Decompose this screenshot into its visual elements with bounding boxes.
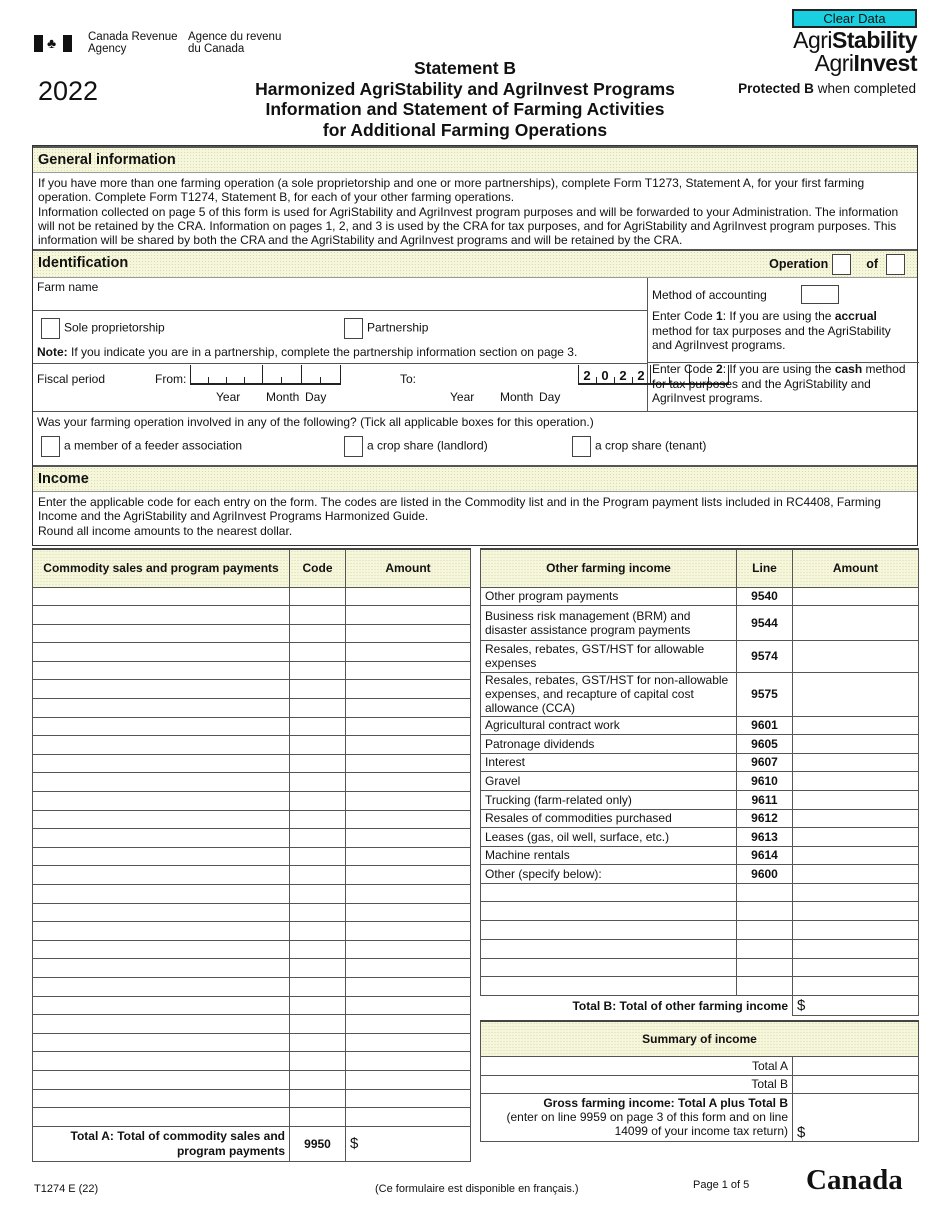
code-1-text: Enter Code 1: If you are using the accrual method for tax purposes and the AgriStability and AgriInvest programs.	[652, 309, 891, 352]
summary-total-a-label: Total A	[481, 1056, 793, 1075]
other-income-label: Other program payments	[481, 587, 737, 605]
code-field[interactable]	[290, 885, 346, 904]
form-year: 2022	[38, 76, 99, 106]
specify-field[interactable]	[481, 977, 737, 996]
code-field[interactable]	[290, 606, 346, 625]
line-field[interactable]	[737, 958, 793, 977]
code-field[interactable]	[290, 699, 346, 718]
other-income-label: Agricultural contract work	[481, 716, 737, 734]
line-field[interactable]	[737, 977, 793, 996]
other-farming-income-table	[480, 548, 919, 1016]
other-income-label: Gravel	[481, 771, 737, 790]
code-field[interactable]	[290, 680, 346, 699]
other-income-row	[481, 605, 919, 640]
commodity-field[interactable]	[33, 959, 290, 978]
amount-field[interactable]	[346, 996, 471, 1015]
line-number: 9575	[737, 672, 793, 716]
line-field[interactable]	[737, 921, 793, 940]
agristability-logo: AgriStability AgriInvest	[793, 27, 917, 76]
line-number: 9540	[737, 587, 793, 605]
commodity-field[interactable]	[33, 847, 290, 866]
other-income-label: Resales, rebates, GST/HST for non-allowable expenses, and recapture of capital cost allowance (CCA)	[481, 672, 737, 716]
amount-field[interactable]	[793, 672, 919, 716]
code-field[interactable]	[290, 1089, 346, 1108]
amount-field[interactable]	[346, 587, 471, 606]
protected-b-label: Protected B when completed	[738, 81, 916, 96]
other-income-row	[481, 753, 919, 771]
commodity-row	[33, 996, 471, 1015]
total-a-amount-field[interactable]: $	[346, 1126, 471, 1161]
amount-field[interactable]	[793, 734, 919, 753]
commodity-row	[33, 1015, 471, 1034]
summary-total-a-field[interactable]	[793, 1056, 919, 1075]
specify-field[interactable]	[481, 921, 737, 940]
amount-field[interactable]	[346, 977, 471, 996]
commodity-field[interactable]	[33, 699, 290, 718]
crop-share-tenant-checkbox[interactable]: a crop share (tenant)	[572, 436, 706, 457]
amount-field[interactable]	[346, 1052, 471, 1071]
line-number: 9605	[737, 734, 793, 753]
commodity-field[interactable]	[33, 1052, 290, 1071]
code-field[interactable]	[290, 773, 346, 792]
commodity-row	[33, 866, 471, 885]
commodity-field[interactable]	[33, 1070, 290, 1089]
agency-name-fr: Agence du revenu du Canada	[188, 31, 282, 55]
summary-of-income-table	[480, 1020, 919, 1142]
commodity-row	[33, 754, 471, 773]
amount-field[interactable]	[346, 866, 471, 885]
code-field[interactable]	[290, 847, 346, 866]
summary-heading: Summary of income	[481, 1021, 919, 1056]
line-field[interactable]	[737, 902, 793, 921]
other-income-label: Resales of commodities purchased	[481, 809, 737, 827]
operation-total-field[interactable]	[886, 254, 905, 275]
commodity-row	[33, 922, 471, 941]
code-field[interactable]	[290, 1033, 346, 1052]
commodity-field[interactable]	[33, 903, 290, 922]
amount-field[interactable]	[346, 773, 471, 792]
amount-field[interactable]	[346, 829, 471, 848]
gross-farming-income-field[interactable]: $	[793, 1093, 919, 1141]
amount-field[interactable]	[793, 939, 919, 958]
commodity-field[interactable]	[33, 977, 290, 996]
code-field[interactable]	[290, 661, 346, 680]
commodity-field[interactable]	[33, 587, 290, 606]
amount-field[interactable]	[793, 846, 919, 864]
commodity-field[interactable]	[33, 829, 290, 848]
code-field[interactable]	[290, 1108, 346, 1127]
amount-field[interactable]	[346, 680, 471, 699]
line-number: 9574	[737, 640, 793, 672]
other-income-row	[481, 734, 919, 753]
commodity-field[interactable]	[33, 996, 290, 1015]
other-income-row	[481, 846, 919, 864]
amount-field[interactable]	[346, 792, 471, 811]
commodity-field[interactable]	[33, 1089, 290, 1108]
code-field[interactable]	[290, 717, 346, 736]
other-income-label: Resales, rebates, GST/HST for allowable expenses	[481, 640, 737, 672]
amount-field[interactable]	[346, 1033, 471, 1052]
other-income-row	[481, 716, 919, 734]
code-field[interactable]	[290, 736, 346, 755]
french-availability: (Ce formulaire est disponible en français.)	[375, 1183, 579, 1195]
other-income-row	[481, 827, 919, 846]
partnership-checkbox[interactable]: Partnership	[344, 318, 428, 339]
other-income-label: Machine rentals	[481, 846, 737, 864]
amount-field[interactable]	[346, 736, 471, 755]
amount-field[interactable]	[793, 958, 919, 977]
code-field[interactable]	[290, 643, 346, 662]
col-code: Code	[290, 549, 346, 587]
other-income-row	[481, 771, 919, 790]
commodity-field[interactable]	[33, 661, 290, 680]
canada-wordmark: Canada	[806, 1164, 903, 1196]
commodity-field[interactable]	[33, 922, 290, 941]
col-other-income: Other farming income	[481, 549, 737, 587]
other-income-row	[481, 790, 919, 809]
amount-field[interactable]	[346, 1089, 471, 1108]
commodity-row	[33, 643, 471, 662]
amount-field[interactable]	[793, 809, 919, 827]
commodity-row	[33, 1033, 471, 1052]
commodity-row	[33, 1052, 471, 1071]
operation-number-field[interactable]	[832, 254, 851, 275]
amount-field[interactable]	[346, 661, 471, 680]
line-field[interactable]	[737, 883, 793, 902]
col-commodity: Commodity sales and program payments	[33, 549, 290, 587]
code-field[interactable]	[290, 996, 346, 1015]
amount-field[interactable]	[346, 959, 471, 978]
fiscal-from-date-field[interactable]	[190, 367, 341, 385]
commodity-row	[33, 847, 471, 866]
commodity-field[interactable]	[33, 940, 290, 959]
line-number: 9611	[737, 790, 793, 809]
amount-field[interactable]	[346, 885, 471, 904]
amount-field[interactable]	[793, 790, 919, 809]
other-income-row	[481, 672, 919, 716]
other-income-label: Leases (gas, oil well, surface, etc.)	[481, 827, 737, 846]
summary-total-b-label: Total B	[481, 1075, 793, 1093]
amount-field[interactable]	[793, 640, 919, 672]
amount-field[interactable]	[346, 606, 471, 625]
amount-field[interactable]	[346, 624, 471, 643]
amount-field[interactable]	[793, 753, 919, 771]
commodity-row	[33, 773, 471, 792]
crop-share-landlord-checkbox[interactable]: a crop share (landlord)	[344, 436, 488, 457]
other-income-label: Business risk management (BRM) and disaster assistance program payments	[481, 605, 737, 640]
sole-proprietorship-checkbox[interactable]: Sole proprietorship	[41, 318, 165, 339]
code-field[interactable]	[290, 1052, 346, 1071]
code-field[interactable]	[290, 959, 346, 978]
other-specify-row	[481, 939, 919, 958]
amount-field[interactable]	[346, 754, 471, 773]
code-field[interactable]	[290, 829, 346, 848]
code-field[interactable]	[290, 1015, 346, 1034]
code-field[interactable]	[290, 587, 346, 606]
line-number: 9610	[737, 771, 793, 790]
commodity-field[interactable]	[33, 792, 290, 811]
other-income-row	[481, 809, 919, 827]
amount-field[interactable]	[793, 587, 919, 605]
amount-field[interactable]	[346, 847, 471, 866]
amount-field[interactable]	[346, 643, 471, 662]
amount-field[interactable]	[346, 717, 471, 736]
specify-field[interactable]	[481, 939, 737, 958]
col-amount: Amount	[346, 549, 471, 587]
commodity-field[interactable]	[33, 754, 290, 773]
commodity-row	[33, 680, 471, 699]
amount-field[interactable]	[793, 771, 919, 790]
code-2-text: Enter Code 2: If you are using the cash method for tax purposes and the AgriStability and AgriInvest programs.	[652, 362, 906, 405]
commodity-row	[33, 1070, 471, 1089]
commodity-row	[33, 903, 471, 922]
commodity-field[interactable]	[33, 717, 290, 736]
other-specify-row	[481, 977, 919, 996]
code-field[interactable]	[290, 1070, 346, 1089]
fiscal-period-label: Fiscal period	[37, 372, 106, 386]
commodity-row	[33, 717, 471, 736]
specify-field[interactable]	[481, 883, 737, 902]
form-number: T1274 E (22)	[34, 1183, 99, 1195]
general-information-text: If you have more than one farming operation (a sole proprietorship and one or more partnerships), complete Form T1273, Statement A, for your first farming operation. Complete Form T1274, Statement B, for each of your other farming operations. Information collected on page 5 of this form is used for AgriStability and AgriInvest program purposes and will be forwarded to your Administration. The information will not be retained by the CRA. Information on pages 1, 2, and 3 is used by the CRA for tax purposes, and for AgriStability and AgriInvest program purposes. This information will be shared by both the CRA and the AgriStability and AgriInvest programs and will be retained by the CRA.	[33, 173, 917, 251]
other-income-label: Trucking (farm-related only)	[481, 790, 737, 809]
other-income-row	[481, 864, 919, 883]
identification-heading: Identification Operation of	[33, 251, 917, 278]
general-identification-income-section: General information If you have more than one farming operation (a sole proprietorship and one or more partnerships), complete Form T1273, Statement A, for your first farming operation. Complete Form T1274, Statement B, for each of your other farming operations. Information collected on page 5 of this form is used for AgriStability and AgriInvest program purposes and will be forwarded to your Administration. The information will not be retained by the CRA. Information on pages 1, 2, and 3 is used by the CRA for tax purposes, and for AgriStability and AgriInvest program purposes. This information will be shared by both the CRA and the AgriStability and AgriInvest programs and will be retained by the CRA. Identification Operation of Farm name Sole proprietorship Partnership Note: If you indicate you are in a partnership, complete the partnership information section on page 3. Fiscal period From: Year Month Day To: 2 0 2 2 Year Month Day Method of accounting Enter Code 1: If you are using the accrual method for tax purposes and the AgriStability and AgriInvest programs. Enter Code 2: If you are using the cash method for tax purposes and the AgriStability and AgriInvest programs. Was your farming operation involved in any of the following? (Tick all applicable boxes for this operation.) a member of a feeder association a crop share (landlord) a crop share (tenant) Income Enter the applicable code for each entry on the form. The codes are listed in the Commodity list and in the Program payment lists included in RC4408, Farming Income and the AgriStability and AgriInvest Programs Harmonized Guide. Round all income amounts to the nearest dollar.	[32, 145, 918, 546]
col-line: Line	[737, 549, 793, 587]
other-income-label: Patronage dividends	[481, 734, 737, 753]
other-income-label: Other (specify below):	[481, 864, 737, 883]
code-field[interactable]	[290, 903, 346, 922]
specify-field[interactable]	[481, 958, 737, 977]
commodity-row	[33, 885, 471, 904]
code-field[interactable]	[290, 754, 346, 773]
commodity-field[interactable]	[33, 606, 290, 625]
amount-field[interactable]	[346, 940, 471, 959]
line-number: 9600	[737, 864, 793, 883]
total-b-amount-field[interactable]: $	[793, 996, 919, 1016]
income-instructions: Enter the applicable code for each entry on the form. The codes are listed in the Commodity list and in the Program payment lists included in RC4408, Farming Income and the AgriStability and AgriInvest Programs Harmonized Guide. Round all income amounts to the nearest dollar.	[38, 495, 881, 538]
code-field[interactable]	[290, 866, 346, 885]
code-field[interactable]	[290, 792, 346, 811]
line-field[interactable]	[737, 939, 793, 958]
commodity-row	[33, 1089, 471, 1108]
method-of-accounting-label: Method of accounting	[652, 288, 767, 302]
amount-field[interactable]	[793, 864, 919, 883]
commodity-row	[33, 940, 471, 959]
commodity-row	[33, 977, 471, 996]
other-specify-row	[481, 883, 919, 902]
farm-name-field[interactable]: Farm name	[33, 278, 647, 311]
code-field[interactable]	[290, 624, 346, 643]
other-income-label: Interest	[481, 753, 737, 771]
other-specify-row	[481, 921, 919, 940]
amount-field[interactable]	[793, 902, 919, 921]
page-number: Page 1 of 5	[693, 1179, 750, 1191]
method-of-accounting-field[interactable]	[801, 285, 839, 304]
commodity-row	[33, 661, 471, 680]
total-a-code: 9950	[290, 1126, 346, 1161]
commodity-field[interactable]	[33, 885, 290, 904]
amount-field[interactable]	[346, 810, 471, 829]
commodity-row	[33, 699, 471, 718]
line-number: 9601	[737, 716, 793, 734]
commodity-row	[33, 829, 471, 848]
fiscal-to-date-field[interactable]: 2 0 2 2	[578, 367, 729, 385]
commodity-field[interactable]	[33, 624, 290, 643]
amount-field[interactable]	[346, 1015, 471, 1034]
commodity-row	[33, 624, 471, 643]
agency-name-en: Canada Revenue Agency	[88, 31, 178, 55]
total-b-label: Total B: Total of other farming income	[481, 996, 793, 1016]
code-field[interactable]	[290, 977, 346, 996]
gross-farming-income-label: Gross farming income: Total A plus Total B (enter on line 9959 on page 3 of this form and on line 14099 of your income tax return)	[481, 1093, 793, 1141]
amount-field[interactable]	[793, 977, 919, 996]
amount-field[interactable]	[793, 827, 919, 846]
specify-field[interactable]	[481, 902, 737, 921]
commodity-row	[33, 810, 471, 829]
commodity-field[interactable]	[33, 866, 290, 885]
commodity-field[interactable]	[33, 680, 290, 699]
code-field[interactable]	[290, 922, 346, 941]
commodity-row	[33, 1108, 471, 1127]
feeder-association-checkbox[interactable]: a member of a feeder association	[41, 436, 242, 457]
amount-field[interactable]	[346, 1070, 471, 1089]
code-field[interactable]	[290, 940, 346, 959]
commodity-row	[33, 736, 471, 755]
commodity-field[interactable]	[33, 643, 290, 662]
summary-total-b-field[interactable]	[793, 1075, 919, 1093]
line-number: 9544	[737, 605, 793, 640]
commodity-field[interactable]	[33, 1108, 290, 1127]
commodity-field[interactable]	[33, 773, 290, 792]
amount-field[interactable]	[346, 1108, 471, 1127]
line-number: 9612	[737, 809, 793, 827]
code-field[interactable]	[290, 810, 346, 829]
other-income-row	[481, 640, 919, 672]
general-information-heading: General information	[33, 146, 917, 173]
line-number: 9607	[737, 753, 793, 771]
commodity-row	[33, 606, 471, 625]
commodity-row	[33, 587, 471, 606]
partnership-note: Note: If you indicate you are in a partnership, complete the partnership information section on page 3.	[37, 345, 578, 359]
line-number: 9614	[737, 846, 793, 864]
line-number: 9613	[737, 827, 793, 846]
amount-field[interactable]	[346, 922, 471, 941]
form-title: Statement B Harmonized AgriStability and AgriInvest Programs Information and Statement of Farming Activities for Additional Farming Operations	[255, 58, 675, 140]
commodity-field[interactable]	[33, 1033, 290, 1052]
commodity-row	[33, 792, 471, 811]
amount-field[interactable]	[793, 883, 919, 902]
amount-field[interactable]	[793, 921, 919, 940]
commodity-sales-table	[32, 548, 471, 1162]
commodity-field[interactable]	[33, 1015, 290, 1034]
income-heading: Income	[33, 465, 917, 492]
other-specify-row	[481, 902, 919, 921]
amount-field[interactable]	[793, 605, 919, 640]
other-income-row	[481, 587, 919, 605]
amount-field[interactable]	[793, 716, 919, 734]
total-a-label: Total A: Total of commodity sales and program payments	[33, 1126, 290, 1161]
involvement-question: Was your farming operation involved in any of the following? (Tick all applicable boxes for this operation.)	[37, 415, 594, 429]
clear-data-button[interactable]: Clear Data	[792, 9, 917, 28]
canada-flag-icon: ♣	[34, 35, 72, 52]
commodity-field[interactable]	[33, 736, 290, 755]
amount-field[interactable]	[346, 903, 471, 922]
other-specify-row	[481, 958, 919, 977]
commodity-row	[33, 959, 471, 978]
col-amount: Amount	[793, 549, 919, 587]
amount-field[interactable]	[346, 699, 471, 718]
commodity-field[interactable]	[33, 810, 290, 829]
